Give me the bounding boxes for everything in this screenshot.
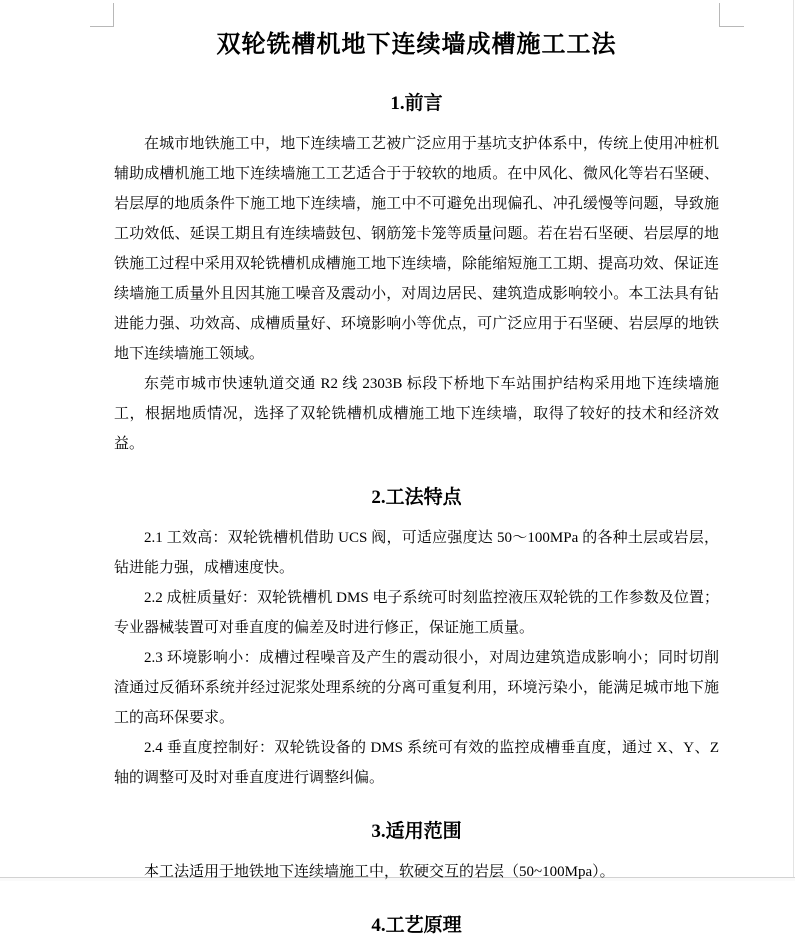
crop-mark-top-left bbox=[113, 3, 114, 27]
paragraph: 2.2 成桩质量好：双轮铣槽机 DMS 电子系统可时刻监控液压双轮铣的工作参数及位置；专业器械装置可对垂直度的偏差及时进行修正，保证施工质量。 bbox=[114, 590, 719, 636]
crop-mark-top-left bbox=[90, 26, 114, 27]
document-title: 双轮铣槽机地下连续墙成槽施工工法 bbox=[216, 32, 617, 58]
section-heading-foreword: 1.前言 bbox=[390, 93, 443, 114]
section-heading-scope: 3.适用范围 bbox=[371, 821, 462, 842]
document-canvas[interactable] bbox=[114, 27, 719, 951]
paragraph: 东莞市城市快速轨道交通 R2 线 2303B 标段下桥地下车站围护结构采用地下连续墙施工，根据地质情况，选择了双轮铣槽机成槽施工地下连续墙，取得了较好的技术和经济效益。 bbox=[114, 376, 719, 452]
paragraph: 2.1 工效高：双轮铣槽机借助 UCS 阀，可适应强度达 50～100MPa 的各种土层或岩层，钻进能力强，成槽速度快。 bbox=[114, 530, 719, 576]
paragraph: 2.3 环境影响小：成槽过程噪音及产生的震动很小，对周边建筑造成影响小；同时切削渣通过反循环系统并经过泥浆处理系统的分离可重复利用，环境污染小，能满足城市地下施工的高环保要求。 bbox=[114, 650, 719, 726]
section-heading-features: 2.工法特点 bbox=[371, 487, 462, 508]
section-heading-principle: 4.工艺原理 bbox=[371, 915, 462, 936]
paragraph: 本工法适用于地铁地下连续墙施工中，软硬交互的岩层（50~100Mpa）。 bbox=[144, 864, 615, 880]
crop-mark-top-right bbox=[719, 3, 720, 27]
crop-mark-top-right bbox=[720, 26, 744, 27]
paragraph: 在城市地铁施工中，地下连续墙工艺被广泛应用于基坑支护体系中，传统上使用冲桩机辅助成槽机施工地下连续墙施工工艺适合于于较软的地质。在中风化、微风化等岩石坚硬、岩层厚的地质条件下施工地下连续墙，施工中不可避免出现偏孔、冲孔缓慢等问题，导致施工功效低、延误工期且有连续墙鼓包、钢筋笼卡笼等质量问题。若在岩石坚硬、岩层厚的地铁施工过程中采用双轮铣槽机成槽施工地下连续墙，除能缩短施工工期、提高功效、保证连续墙施工质量外且因其施工噪音及震动小，对周边居民、建筑造成影响较小。本工法具有钻进能力强、功效高、成槽质量好、环境影响小等优点，可广泛应用于石坚硬、岩层厚的地铁地下连续墙施工领域。 bbox=[114, 136, 719, 362]
page-right-edge bbox=[793, 0, 794, 877]
paragraph: 2.4 垂直度控制好：双轮铣设备的 DMS 系统可有效的监控成槽垂直度，通过 X、Y、Z 轴的调整可及时对垂直度进行调整纠偏。 bbox=[114, 740, 719, 786]
